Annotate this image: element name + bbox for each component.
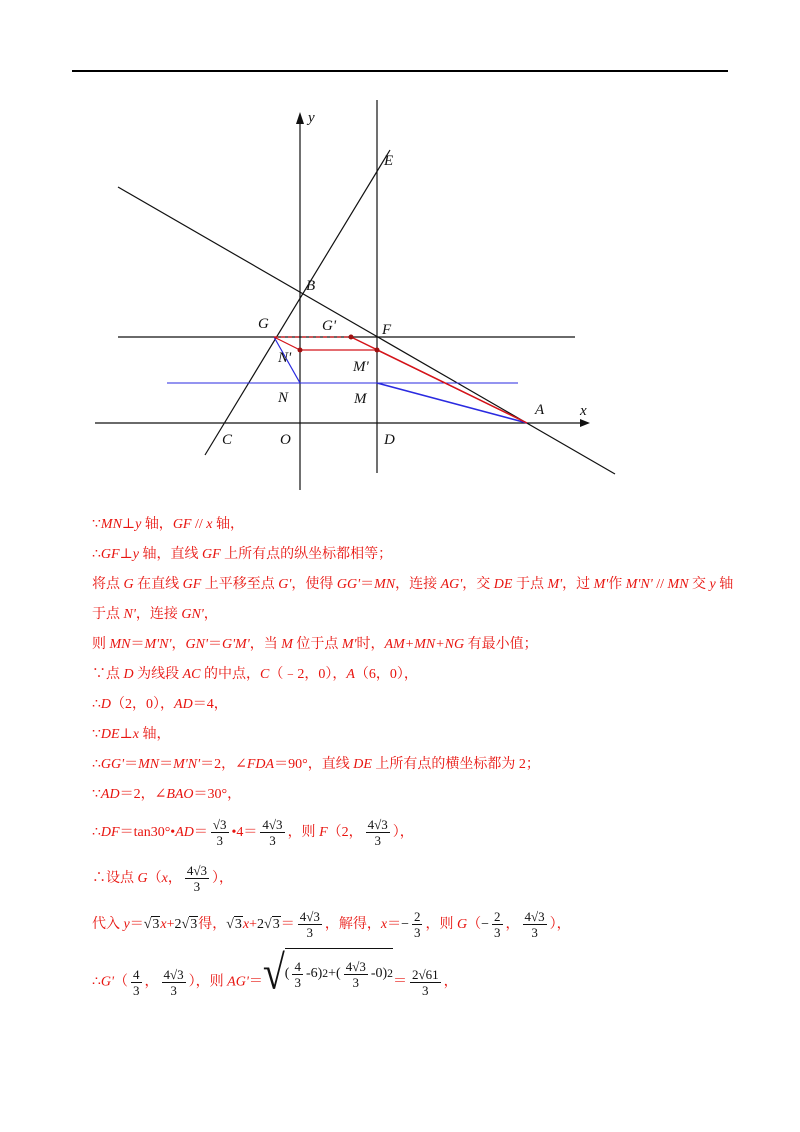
solution-line-4: 于点 N'，连接 GN'， xyxy=(92,607,218,622)
solution-line-11: ∴DF＝tan30°•AD＝ $\frac{√3}{3}$ •4＝ $\frac{4√3}{3}$ ，则 F（2， $\frac{4√3}{3}$ ）， xyxy=(92,817,414,849)
y-axis-arrow xyxy=(296,112,304,124)
y-axis-label: y xyxy=(308,110,315,126)
solution-line-14: ∴G'（ $\frac{4}{3}$ ， $\frac{4√3}{3}$ ），则 AG'＝ √ ( $\frac{4}{3}$ -6) 2 + ( $\frac{4√3}{3}$ -0) 2 ＝ $\frac{2√61}{3}$ ， xyxy=(92,944,458,999)
solution-line-6: ∵点 D 为线段 AC 的中点，C（﹣2，0），A（6，0）， xyxy=(92,667,418,682)
fraction: $\frac{4√3}{3}$ xyxy=(262,817,283,849)
point-label-G: G xyxy=(258,316,269,332)
fraction: $\frac{2}{3}$ xyxy=(413,909,421,941)
point-label-N: N xyxy=(278,390,289,406)
coordinate-figure xyxy=(0,0,800,500)
solution-line-2: ∴GF⊥y 轴，直线 GF 上所有点的纵坐标都相等； xyxy=(92,547,393,562)
solution-line-5: 则 MN＝M'N'，GN'＝G'M'，当 M 位于点 M'时，AM+MN+NG 有最小值； xyxy=(92,637,538,652)
fraction: $\frac{2√61}{3}$ xyxy=(411,966,439,998)
fraction: $\frac{4√3}{3}$ xyxy=(367,817,388,849)
sqrt-expression: √ ( $\frac{4}{3}$ -6) 2 + ( $\frac{4√3}{3}$ -0) 2 xyxy=(262,944,393,999)
solution-line-9: ∴GG'＝MN＝M'N'＝2，∠FDA＝90°，直线 DE 上所有点的横坐标都为 2； xyxy=(92,757,540,772)
x-axis-arrow xyxy=(580,419,590,427)
solution-line-1: ∵MN⊥y 轴，GF // x 轴， xyxy=(92,517,244,532)
point-G-prime-dot xyxy=(349,335,354,340)
x-axis-label: x xyxy=(580,403,587,419)
solution-line-13: 代入 y＝√3x+2√3得，√3x+2√3＝ $\frac{4√3}{3}$ ，解得，x＝− $\frac{2}{3}$ ，则 G（− $\frac{2}{3}$ ， $\frac{4√3}{3}$ ）， xyxy=(92,909,571,941)
solution-line-8: ∵DE⊥x 轴， xyxy=(92,727,171,742)
point-label-C: C xyxy=(222,432,233,448)
solution-text xyxy=(92,510,752,1006)
point-label-M: M xyxy=(354,391,367,407)
point-label-D: D xyxy=(384,432,395,448)
point-label-M-prime: M' xyxy=(353,359,369,375)
point-label-G-prime: G' xyxy=(322,318,337,334)
fraction: $\frac{4√3}{3}$ xyxy=(299,909,320,941)
line-CE xyxy=(205,150,390,455)
point-label-B: B xyxy=(306,278,316,294)
point-N-prime-dot xyxy=(298,348,303,353)
segment-MA xyxy=(377,383,527,423)
point-label-O: O xyxy=(280,432,291,448)
solution-line-12: ∴设点 G（x， $\frac{4√3}{3}$ ）， xyxy=(92,863,233,895)
solution-line-10: ∵AD＝2，∠BAO＝30°， xyxy=(92,787,242,802)
solution-line-3: 将点 G 在直线 GF 上平移至点 G'，使得 GG'＝MN，连接 AG'，交 DE 于点 M'，过 M'作 M'N' // MN 交 y 轴 xyxy=(92,577,734,592)
fraction: $\frac{4√3}{3}$ xyxy=(345,958,366,990)
point-label-F: F xyxy=(382,322,392,338)
fraction: $\frac{√3}{3}$ xyxy=(212,817,227,849)
point-label-E: E xyxy=(384,153,394,169)
fraction: $\frac{4}{3}$ xyxy=(294,958,301,990)
fraction: $\frac{4√3}{3}$ xyxy=(186,863,207,895)
solution-line-7: ∴D（2，0），AD＝4， xyxy=(92,697,228,712)
point-M-prime-dot xyxy=(375,348,380,353)
fraction: $\frac{2}{3}$ xyxy=(494,909,501,941)
fraction: $\frac{4}{3}$ xyxy=(133,966,140,998)
fraction: $\frac{4√3}{3}$ xyxy=(524,909,545,941)
line-AB xyxy=(118,187,615,474)
segment-M-prime-A xyxy=(377,350,527,423)
point-label-A: A xyxy=(535,402,545,418)
fraction: $\frac{4√3}{3}$ xyxy=(163,966,184,998)
point-label-N-prime: N' xyxy=(278,350,292,366)
